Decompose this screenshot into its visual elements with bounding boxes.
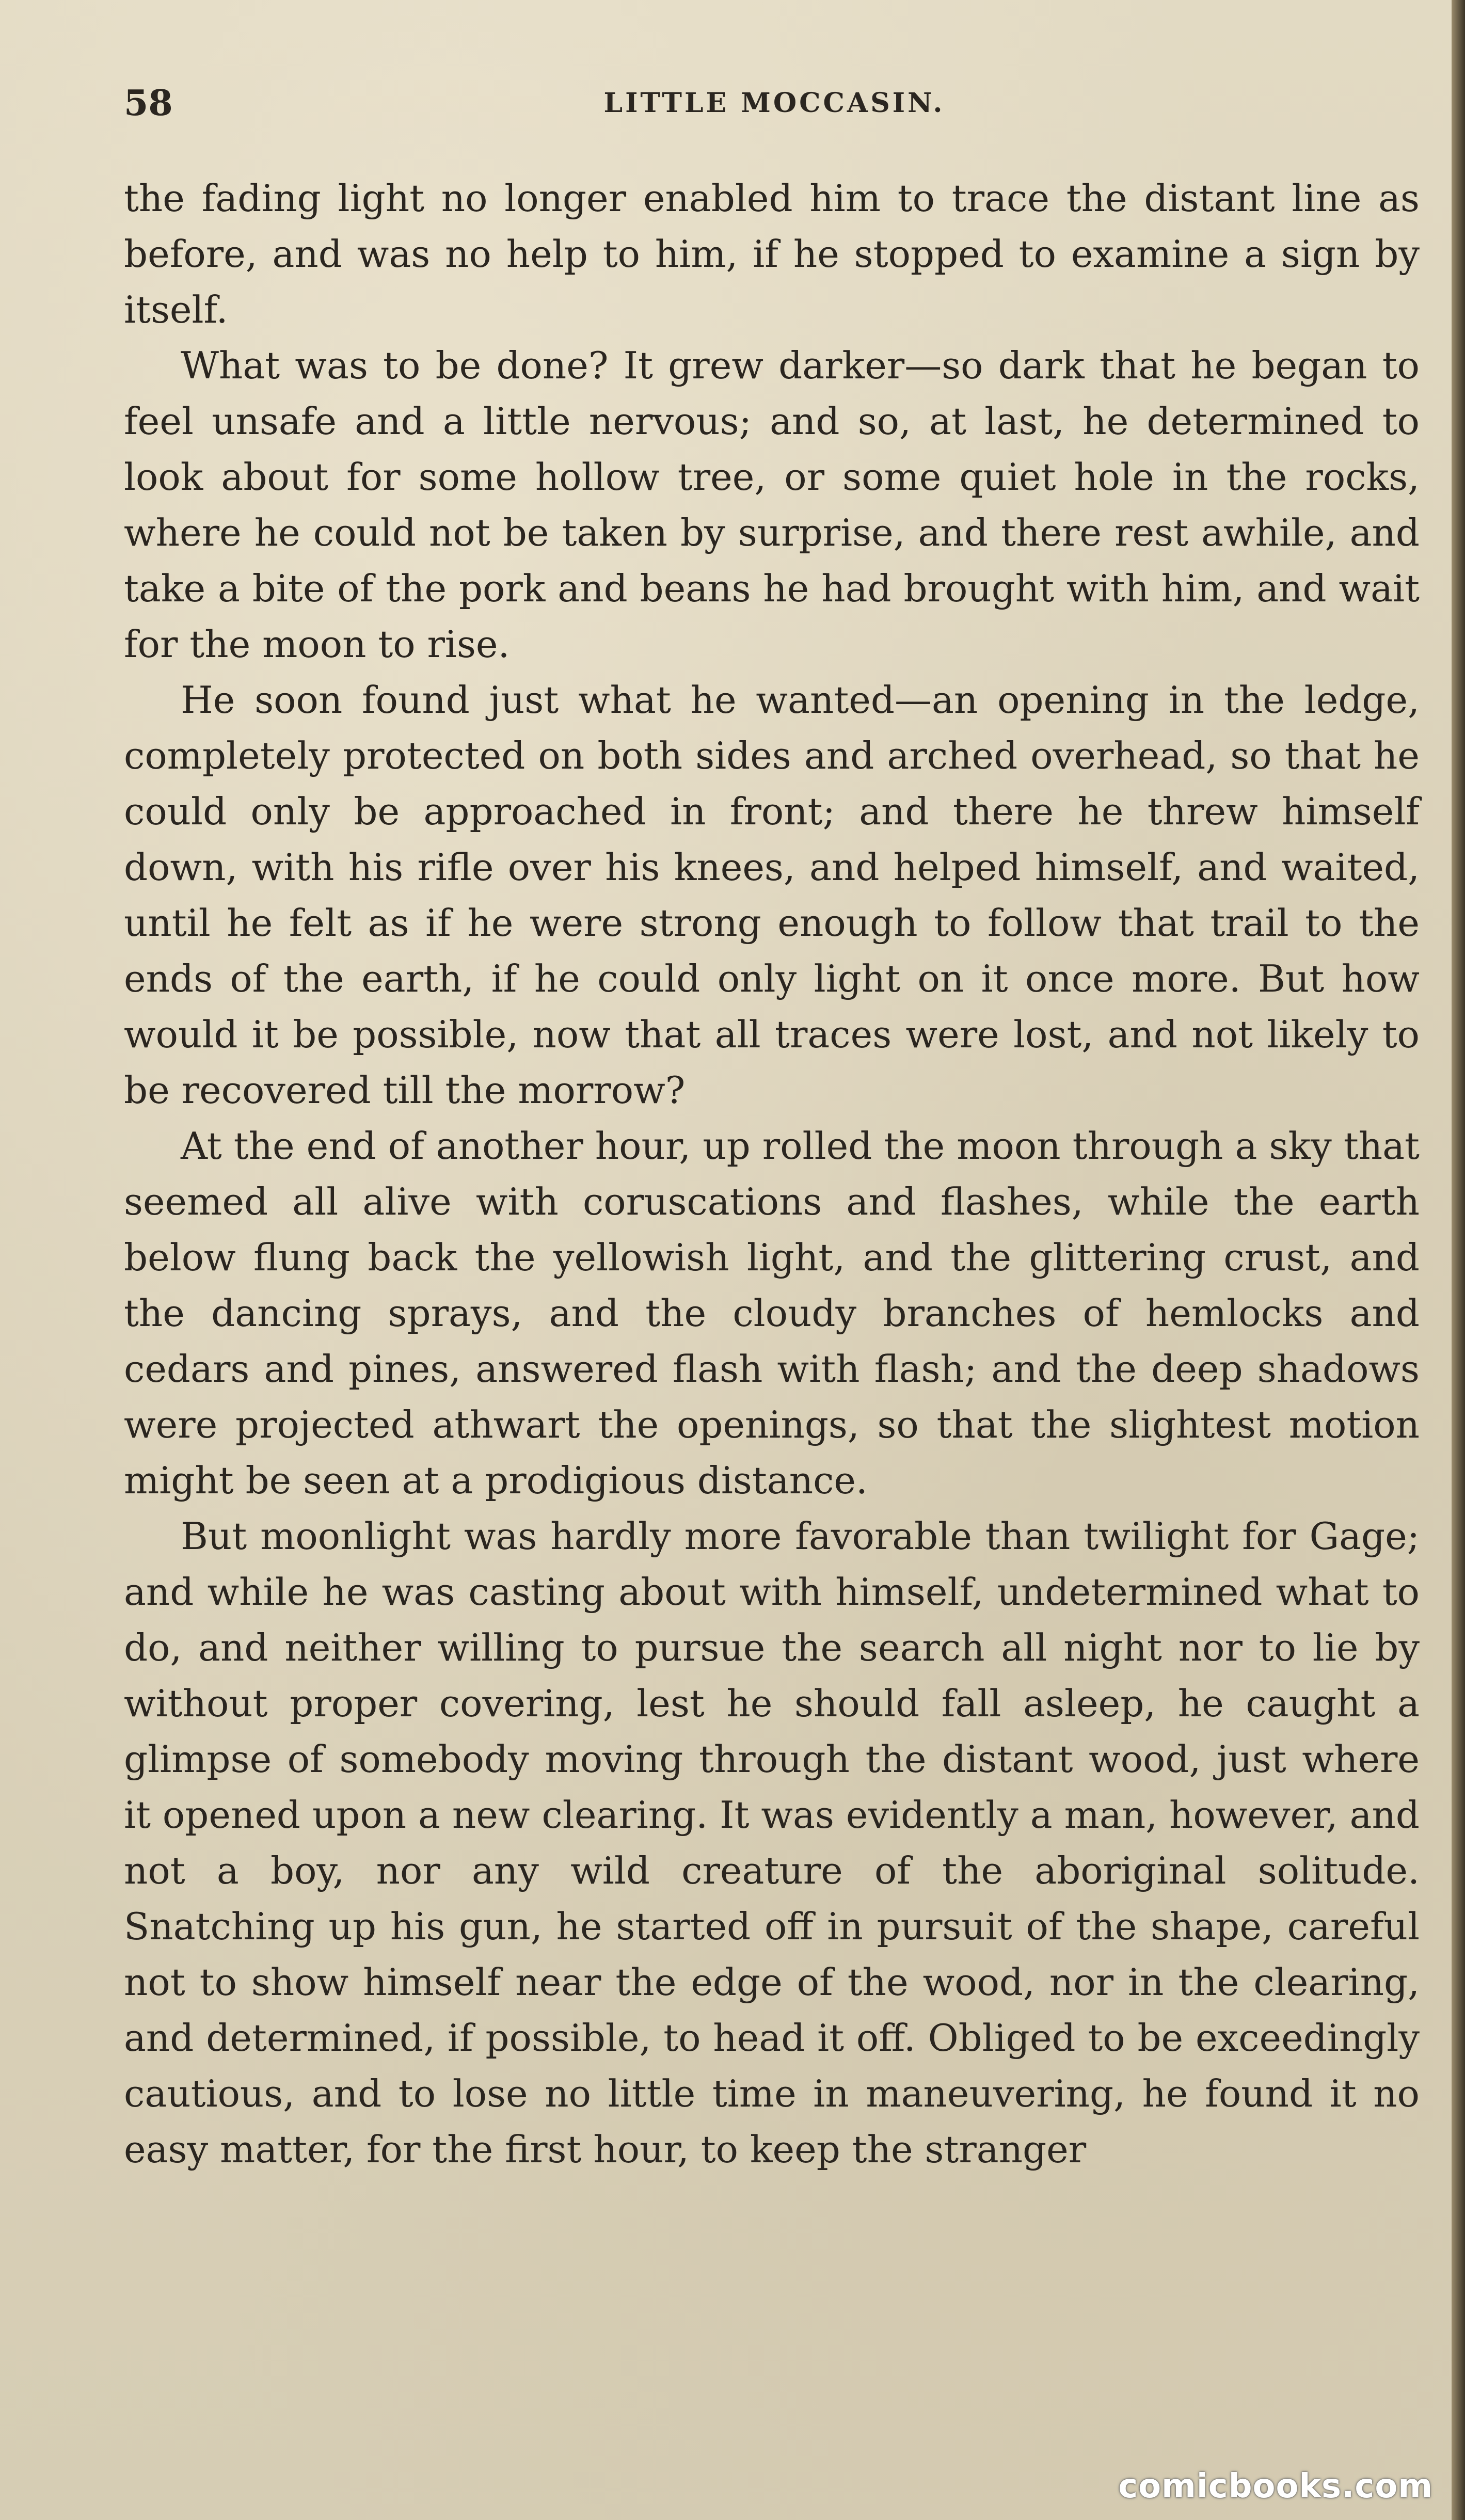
running-head: LITTLE MOCCASIN. <box>603 87 945 119</box>
page-number: 58 <box>124 83 173 124</box>
paragraph-5: But moonlight was hardly more favorable than twilight for Gage; and while he was casting about with himself, undetermined what to do, and neither willing to pursue the search all night nor to lie by without proper covering, lest he should fall asleep, he caught a glimpse of somebody moving through the distant wood, just where it opened upon a new clearing. It was evidently a man, however, and not a boy, nor any wild creature of the aboriginal solitude. Snatching up his gun, he started off in pursuit of the shape, careful not to show himself near the edge of the wood, nor in the clearing, and determined, if possible, to head it off. Obliged to be exceedingly cautious, and to lose no little time in maneuvering, he found it no easy matter, for the first hour, to keep the stranger <box>124 1514 1420 2171</box>
paragraph-2: What was to be done? It grew darker—so dark that he began to feel unsafe and a little nervous; and so, at last, he determined to look about for some hollow tree, or some quiet hole in the rocks, where he could not be taken by surprise, and there rest awhile, and take a bite of the pork and beans he had brought with him, and wait for the moon to rise. <box>124 344 1420 666</box>
body-text <box>124 170 1420 2177</box>
page-header <box>124 77 1425 129</box>
paragraph-4: At the end of another hour, up rolled the moon through a sky that seemed all alive with coruscations and flashes, while the earth below flung back the yellowish light, and the glittering crust, and the dancing sprays, and the cloudy branches of hemlocks and cedars and pines, answered flash with flash; and the deep shadows were projected athwart the openings, so that the slightest motion might be seen at a prodigious distance. <box>124 1124 1420 1502</box>
paragraph-1: the fading light no longer enabled him to trace the distant line as before, and was no help to him, if he stopped to examine a sign by itself. <box>124 177 1420 331</box>
page-edge <box>1452 0 1465 2520</box>
watermark: comicbooks.com <box>1118 2467 1433 2506</box>
paragraph-3: He soon found just what he wanted—an opening in the ledge, completely protected on both sides and arched overhead, so that he could only be approached in front; and there he threw himself down, with his rifle over his knees, and helped himself, and waited, until he felt as if he were strong enough to follow that trail to the ends of the earth, if he could only light on it once more. But how would it be possible, now that all traces were lost, and not likely to be recovered till the morrow? <box>124 678 1420 1112</box>
